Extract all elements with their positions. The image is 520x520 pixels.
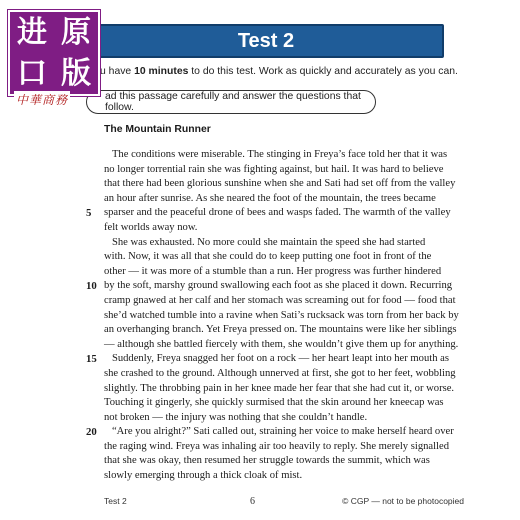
- line-text: she crashed to the ground. Although unnerved at first, she got to her feet, wobbling: [104, 367, 456, 379]
- passage-line: [104, 192, 444, 207]
- instruction-box: [86, 90, 376, 114]
- line-text: that there had been glorious sunshine when she and Sati had set off from the valley: [104, 178, 456, 190]
- line-text: Touching it gingerly, she quickly surmised that the skin around her kneecap was: [104, 397, 444, 409]
- passage-line: [104, 265, 444, 280]
- page-number: 6: [250, 496, 255, 507]
- passage-line: [104, 177, 456, 192]
- line-text: not broken — the injury was nothing that she couldn’t handle.: [104, 411, 368, 423]
- line-number: 20: [86, 426, 97, 439]
- logo-char: 口: [17, 55, 47, 91]
- logo-char: 版: [61, 55, 91, 91]
- line-text: an hour after sunrise. As she neared the foot of the mountain, the trees became: [104, 192, 436, 204]
- passage-line: [104, 294, 456, 309]
- line-text: no longer torrential rain she was fighting against, but hail. It was hard to believe: [104, 163, 444, 175]
- passage-line: [104, 367, 456, 382]
- intro-before: u have: [100, 66, 135, 77]
- passage-line: [86, 206, 451, 221]
- line-text: felt worlds away now.: [104, 221, 198, 233]
- passage-line: [104, 309, 459, 324]
- line-text: the raging wind. Freya was inhaling air too heavily to reply. She merely signalled: [104, 440, 449, 452]
- passage-line: [104, 411, 444, 426]
- line-text: other — it was more of a stumble than a run. Her progress was further hindered: [104, 265, 442, 277]
- passage-title: The Mountain Runner: [104, 124, 211, 135]
- line-text: she’d watched tumble into a ravine when Sati’s rucksack was torn from her back by: [104, 309, 459, 321]
- page-title: Test 2: [237, 29, 295, 52]
- intro-text: [100, 66, 458, 77]
- logo: [8, 10, 100, 96]
- copyright-notice: © CGP — not to be photocopied: [342, 496, 464, 506]
- passage-line: [86, 352, 449, 367]
- logo-char: 原: [61, 14, 91, 50]
- line-text: slightly. The throbbing pain in her knee made her fear that she had cut it, or worse.: [104, 382, 455, 394]
- logo-subtitle: 中華商務: [16, 93, 69, 107]
- passage-line: [104, 454, 444, 469]
- passage-line: [104, 323, 457, 338]
- line-number: 15: [86, 353, 97, 366]
- passage-line: [104, 236, 444, 251]
- intro-after: to do this test. Work as quickly and accurately as you can.: [188, 66, 458, 77]
- passage-line: [104, 250, 444, 265]
- line-text: by the soft, marshy ground swallowing each foot as she placed it down. Recurring: [104, 280, 453, 292]
- line-text: cramp gnawed at her calf and her stomach was screaming out for food — food that: [104, 294, 456, 306]
- passage-line: [104, 338, 459, 353]
- line-text: with. Now, it was all that she could do to keep putting one foot in front of the: [104, 251, 432, 263]
- line-text: Suddenly, Freya snagged her foot on a rock — her heart leapt into her mouth as: [104, 353, 449, 365]
- line-text: that she was okay, then resumed her struggle towards the summit, which was: [104, 455, 430, 467]
- test-title-bar: [88, 24, 444, 58]
- passage-line: [104, 469, 444, 484]
- passage-line: [104, 148, 448, 163]
- line-text: The conditions were miserable. The stinging in Freya’s face told her that it was: [104, 149, 448, 160]
- instruction-text: ad this passage carefully and answer the questions that follow.: [105, 91, 361, 113]
- line-text: “Are you alright?” Sati called out, straining her voice to make herself heard over: [104, 426, 454, 438]
- line-text: She was exhausted. No more could she maintain the speed she had started: [104, 236, 426, 248]
- logo-char: 进: [17, 14, 47, 50]
- passage-line: [104, 440, 449, 455]
- line-number: 10: [86, 280, 97, 293]
- footer-test-label: Test 2: [104, 496, 127, 506]
- passage-body: [86, 148, 459, 484]
- line-number: 5: [86, 207, 92, 220]
- passage-line: [104, 382, 455, 397]
- passage-line: [86, 425, 454, 440]
- passage-line: [104, 396, 444, 411]
- passage-line: [86, 279, 453, 294]
- intro-time-limit: 10 minutes: [134, 66, 189, 77]
- line-text: — although she battled fiercely with them, she wouldn’t give them up for anything.: [104, 338, 459, 350]
- line-text: an overhanging branch. Yet Freya pressed on. The mountains were like her siblings: [104, 324, 457, 336]
- passage-line: [104, 163, 444, 178]
- line-text: sparser and the peaceful drone of bees and wasps faded. The warmth of the valley: [104, 207, 451, 219]
- passage-line: [104, 221, 444, 236]
- line-text: slowly emerging through a thick cloak of mist.: [104, 470, 303, 482]
